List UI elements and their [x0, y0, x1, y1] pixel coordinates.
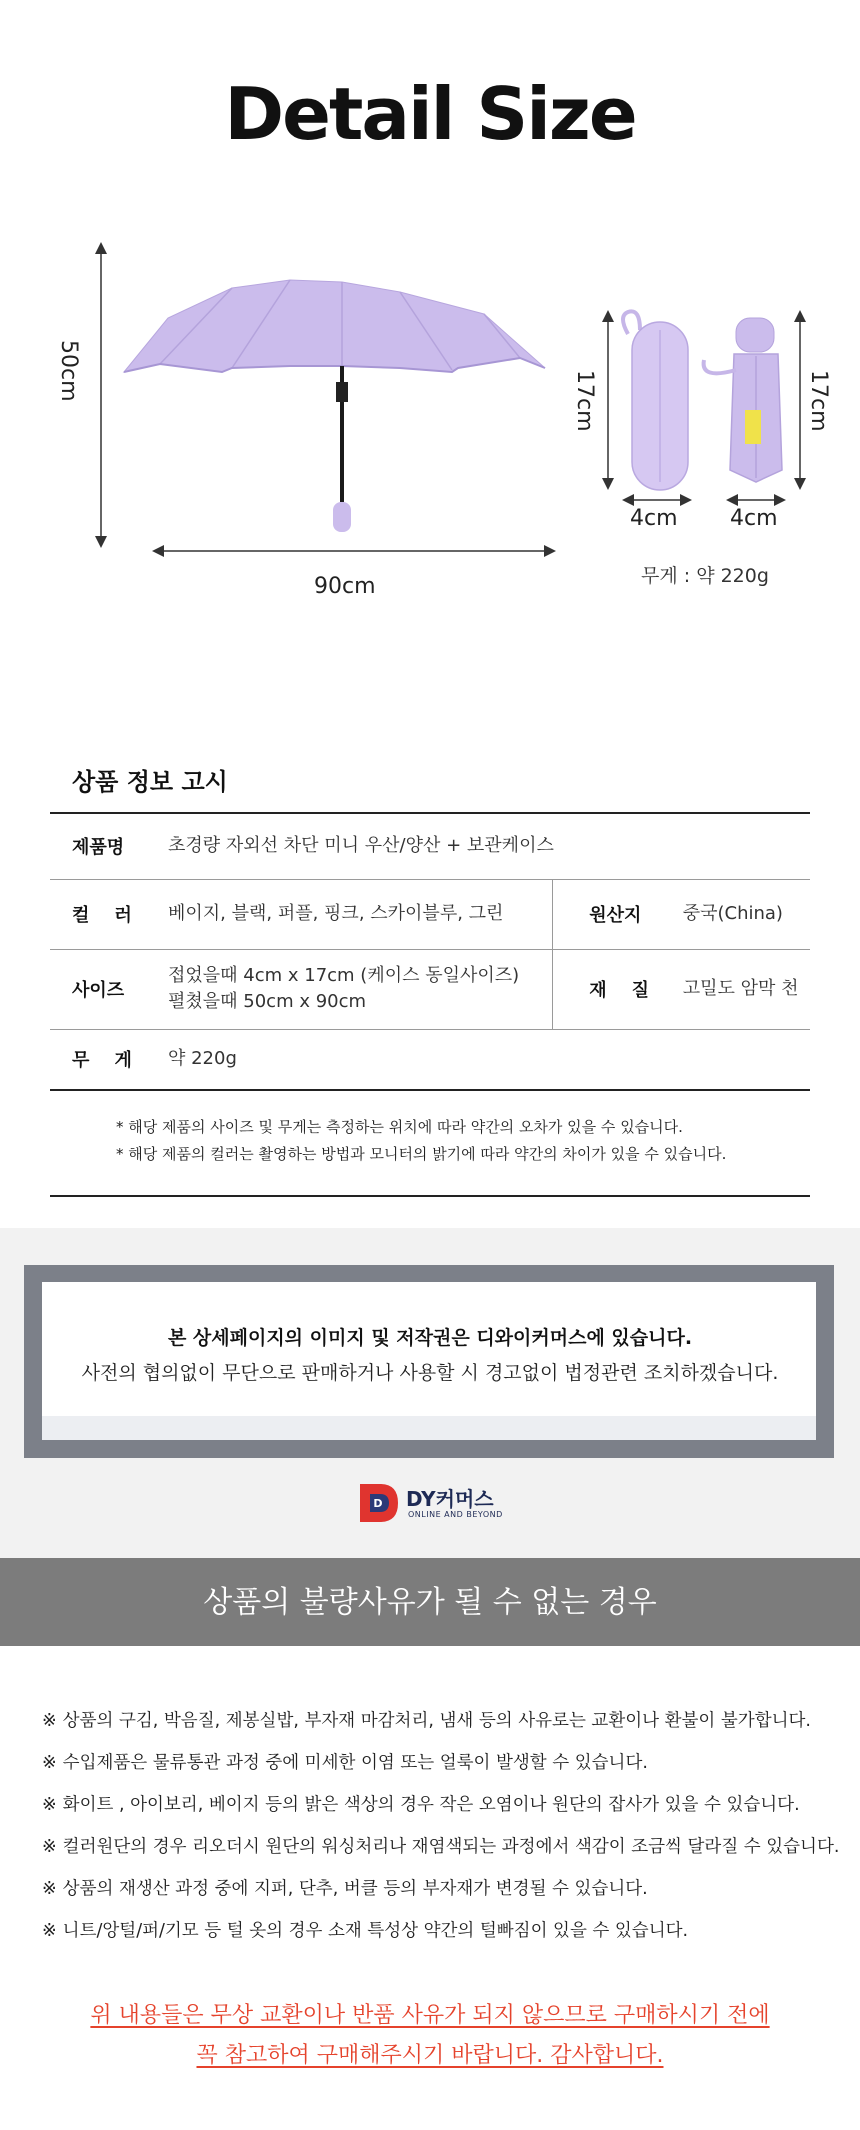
list-item: ※ 컬러원단의 경우 리오더시 원단의 워싱처리나 재염색되는 과정에서 색감이 조금씩 달라질 수 있습니다. — [42, 1837, 840, 1857]
size-label: 사이즈 — [50, 949, 158, 1029]
case-width-label: 4cm — [630, 506, 678, 531]
list-marker: ※ — [42, 1879, 57, 1899]
folded-umbrella-image — [704, 316, 800, 500]
closing-line-1: 위 내용들은 무상 교환이나 반품 사유가 되지 않으므로 구매하시기 전에 — [90, 2003, 770, 2028]
list-marker: ※ — [42, 1837, 57, 1857]
note-color: * 해당 제품의 컬러는 촬영하는 방법과 모니터의 밝기에 따라 약간의 차이가 있을 수 있습니다. — [116, 1145, 727, 1163]
detail-size-title: Detail Size — [224, 72, 636, 156]
folded-height-label: 17cm — [806, 370, 831, 432]
dy-logo-icon — [356, 1480, 402, 1526]
material-value: 고밀도 암막 천 — [673, 949, 810, 1029]
table-row — [50, 813, 810, 879]
product-info-table — [50, 812, 810, 1091]
weight-label: 무 게 — [50, 1029, 158, 1090]
divider — [50, 1195, 810, 1197]
note-size: * 해당 제품의 사이즈 및 무게는 측정하는 위치에 따라 약간의 오차가 있을 수 있습니다. — [116, 1118, 683, 1136]
list-marker: ※ — [42, 1795, 57, 1815]
copyright-line-1: 본 상세페이지의 이미지 및 저작권은 디와이커머스에 있습니다. — [167, 1327, 693, 1349]
closing-line-2: 꼭 참고하여 구매해주시기 바랍니다. 감사합니다. — [196, 2043, 664, 2068]
product-info-title: 상품 정보 고시 — [72, 768, 228, 796]
color-label: 컬 러 — [50, 879, 158, 949]
list-marker: ※ — [42, 1753, 57, 1773]
copyright-line-2: 사전의 협의없이 무단으로 판매하거나 사용할 시 경고없이 법정관련 조치하겠습니다. — [81, 1362, 779, 1384]
list-item: ※ 수입제품은 물류통관 과정 중에 미세한 이염 또는 얼룩이 발생할 수 있습니다. — [42, 1753, 648, 1773]
table-row — [50, 1029, 810, 1090]
weight-value: 약 220g — [158, 1029, 810, 1090]
color-value: 베이지, 블랙, 퍼플, 핑크, 스카이블루, 그린 — [158, 879, 553, 949]
list-marker: ※ — [42, 1921, 57, 1941]
size-open: 펼쳤을때 50cm x 90cm — [168, 991, 367, 1012]
info-notes — [116, 1114, 726, 1168]
table-row — [50, 949, 810, 1029]
umbrella-height-label: 50cm — [56, 340, 81, 402]
case-height-label: 17cm — [572, 370, 597, 432]
name-label: 제품명 — [50, 813, 158, 879]
list-item: ※ 상품의 재생산 과정 중에 지퍼, 단추, 버클 등의 부자재가 변경될 수 있습니다. — [42, 1879, 648, 1899]
list-item: ※ 니트/앙털/퍼/기모 등 털 옷의 경우 소재 특성상 약간의 털빠짐이 있을 수 있습니다. — [42, 1921, 689, 1941]
defect-list — [42, 1700, 839, 1952]
defect-title: 상품의 불량사유가 될 수 없는 경우 — [203, 1585, 657, 1620]
weight-note: 무게 : 약 220g — [641, 565, 769, 587]
name-value: 초경량 자외선 차단 미니 우산/양산 + 보관케이스 — [158, 813, 810, 879]
umbrella-width-label: 90cm — [314, 574, 376, 599]
size-folded: 접었을때 4cm x 17cm (케이스 동일사이즈) — [168, 965, 520, 986]
svg-text:D: D — [373, 1497, 383, 1510]
origin-label: 원산지 — [553, 879, 673, 949]
logo-subtext: ONLINE AND BEYOND — [408, 1510, 503, 1519]
open-umbrella-image — [124, 280, 545, 532]
material-label: 재 질 — [553, 949, 673, 1029]
size-value — [158, 949, 553, 1029]
logo-text: DY커머스 — [406, 1487, 494, 1511]
table-row — [50, 879, 810, 949]
origin-value: 중국(China) — [673, 879, 810, 949]
folded-width-label: 4cm — [730, 506, 778, 531]
list-item: ※ 화이트 , 아이보리, 베이지 등의 밝은 색상의 경우 작은 오염이나 원단의 잡사가 있을 수 있습니다. — [42, 1795, 800, 1815]
list-marker: ※ — [42, 1711, 57, 1731]
umbrella-case-image — [608, 311, 688, 500]
list-item: ※ 상품의 구김, 박음질, 제봉실밥, 부자재 마감처리, 냄새 등의 사유로는 교환이나 환불이 불가합니다. — [42, 1711, 811, 1731]
